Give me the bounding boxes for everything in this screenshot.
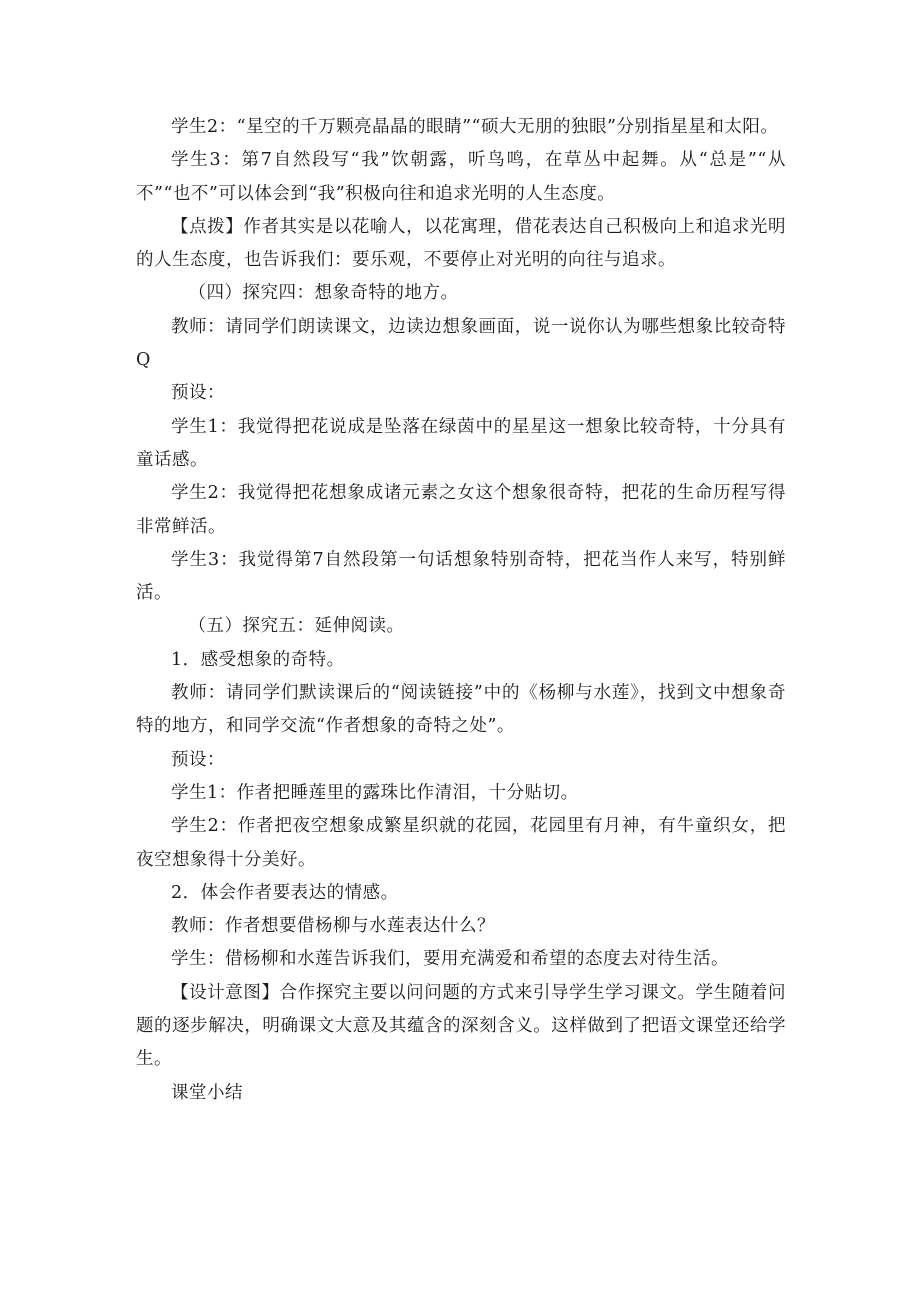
paragraph-student2-night: 学生2：作者把夜空想象成繁星织就的花园，花园里有月神，有牛童织女，把夜空想象得十分美好。	[136, 816, 786, 870]
paragraph-student1-dew: 学生1：作者把睡莲里的露珠比作清泪，十分贴切。	[171, 782, 579, 803]
list-item-2: 2．体会作者要表达的情感。	[171, 882, 399, 903]
paragraph-student3-dew: 学生3：第7自然段写“我”饮朝露，听鸟鸣，在草丛中起舞。从“总是”“从不”“也不”可以体会到“我”积极向往和追求光明的人生态度。	[136, 150, 786, 204]
section-heading-explore-4: （四）探究四：想象奇特的地方。	[188, 283, 459, 304]
paragraph-student1-imagination: 学生1：我觉得把花说成是坠落在绿茵中的星星这一想象比较奇特，十分具有童话感。	[136, 416, 786, 470]
paragraph-student2-imagination: 学生2：我觉得把花想象成诸元素之女这个想象很奇特，把花的生命历程写得非常鲜活。	[136, 483, 786, 537]
paragraph-student3-imagination: 学生3：我觉得第7自然段第一句话想象特别奇特，把花当作人来写，特别鲜活。	[136, 549, 786, 604]
paragraph-teacher-reading: 教师：请同学们默读课后的“阅读链接”中的《杨柳与水莲》，找到文中想象奇特的地方，和同学交流“作者想象的奇特之处”。	[136, 683, 786, 737]
section-heading-summary: 课堂小结	[171, 1082, 243, 1103]
paragraph-preset-label-2: 预设：	[171, 749, 225, 770]
document-body	[136, 111, 786, 1110]
paragraph-design-intent: 【设计意图】合作探究主要以问问题的方式来引导学生学习课文。学生随着问题的逐步解决，明确课文大意及其蕴含的深刻含义。这样做到了把语文课堂还给学生。	[136, 982, 786, 1070]
section-heading-explore-5: （五）探究五：延伸阅读。	[188, 616, 405, 637]
list-item-1: 1．感受想象的奇特。	[171, 649, 345, 670]
paragraph-preset-label: 预设：	[171, 383, 225, 404]
paragraph-student-answer: 学生：借杨柳和水莲告诉我们，要用充满爱和希望的态度去对待生活。	[171, 949, 729, 970]
paragraph-teacher-prompt: 教师：请同学们朗读课文，边读边想象画面，说一说你认为哪些想象比较奇特Q	[136, 316, 786, 371]
paragraph-hint: 【点拨】作者其实是以花喻人，以花寓理，借花表达自己积极向上和追求光明的人生态度，也告诉我们：要乐观，不要停止对光明的向往与追求。	[136, 216, 786, 271]
paragraph-teacher-question: 教师：作者想要借杨柳与水莲表达什么？	[171, 916, 495, 937]
paragraph-student2-stars: 学生2：“星空的千万颗亮晶晶的眼睛”“硕大无朋的独眼”分别指星星和太阳。	[171, 117, 779, 137]
